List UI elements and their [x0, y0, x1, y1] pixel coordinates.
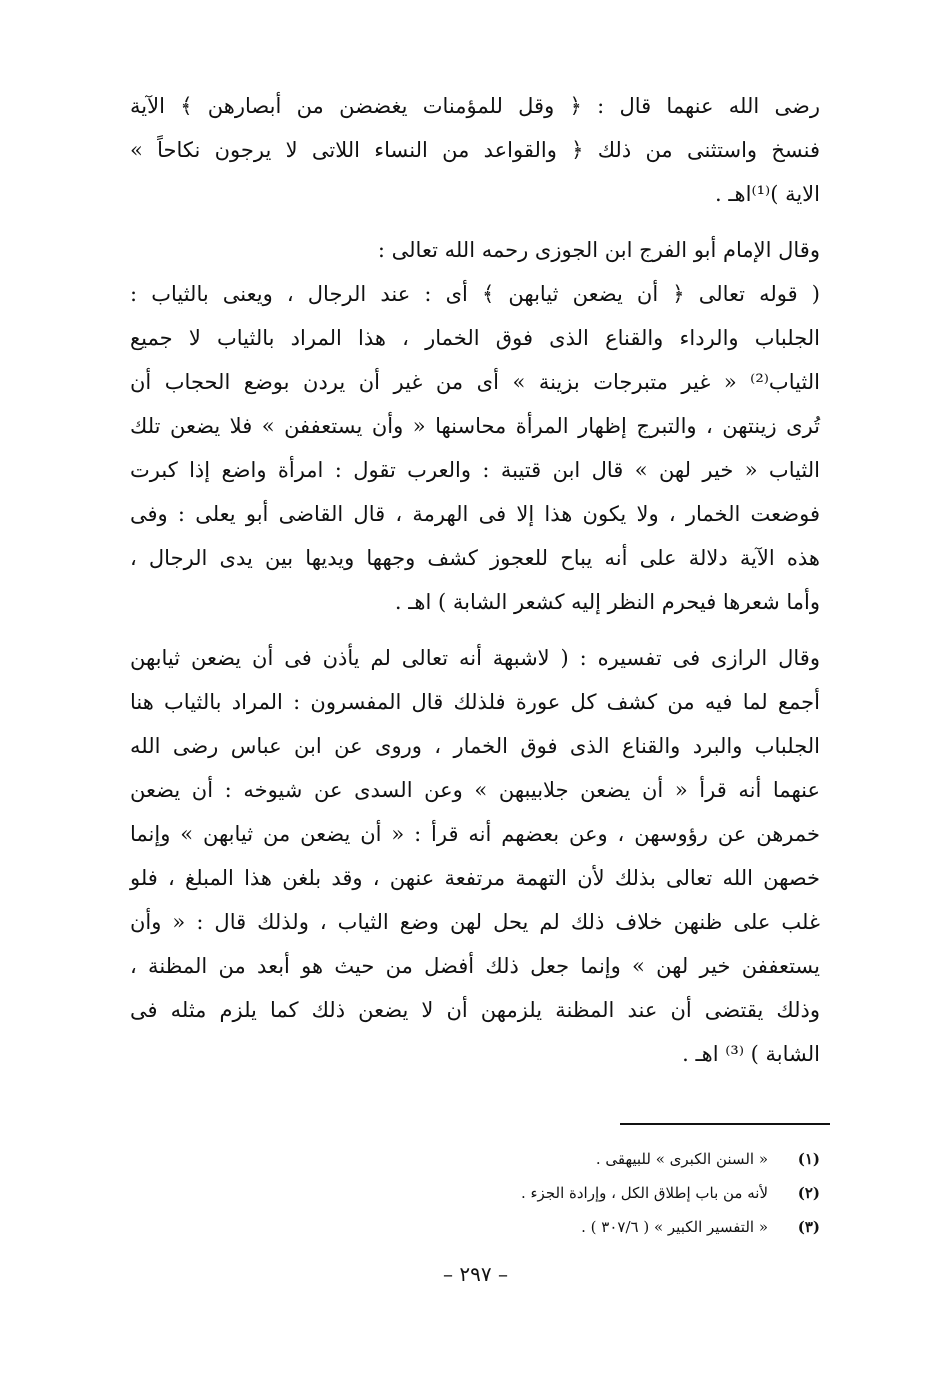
- paragraph-gap: [130, 624, 820, 636]
- footnote-text: لأنه من باب إطلاق الكل ، وإرادة الجزء .: [520, 1184, 768, 1202]
- footnote-text: « التفسير الكبير » ( ٣٠٧/٦ ) .: [581, 1218, 768, 1236]
- footnote-number: (١): [797, 1150, 820, 1168]
- text-line: الثياب « خير لهن » قال ابن قتيبة : والعرب تقول : امرأة واضع إذا كبرت: [130, 458, 820, 482]
- paragraph-2: [130, 228, 820, 624]
- text-line: وقال الإمام أبو الفرج ابن الجوزى رحمه الله تعالى :: [377, 238, 820, 262]
- footnote-item: [300, 1176, 820, 1210]
- text-line: وأما شعرها فيحرم النظر إليه كشعر الشابة ) اهـ .: [394, 590, 820, 614]
- paragraph-gap: [130, 216, 820, 228]
- footnote-divider: [620, 1123, 830, 1125]
- footnote-text: « السنن الكبرى » للبيهقى .: [595, 1150, 768, 1168]
- text-line: الشابة ) ⁽³⁾ اهـ .: [682, 1042, 820, 1066]
- text-line: عنهما أنه قرأ « أن يضعن جلابيبهن » وعن السدى عن شيوخه : أن يضعن: [130, 778, 820, 802]
- footnote-item: [300, 1210, 820, 1244]
- paragraph-3: [130, 636, 820, 1076]
- text-line: رضى الله عنهما قال : ﴿ وقل للمؤمنات يغضضن من أبصارهن ﴾ الآية: [130, 94, 820, 118]
- text-line: تُرى زينتهن ، والتبرج إظهار المرأة محاسنها « وأن يستعففن » فلا يضعن تلك: [130, 414, 820, 438]
- text-line: وقال الرازى فى تفسيره : ( لاشبهة أنه تعالى لم يأذن فى أن يضعن ثيابهن: [130, 646, 820, 670]
- text-line: خصهن الله تعالى بذلك لأن التهمة مرتفعة عنهن ، وقد بلغن هذا المبلغ ، فلو: [130, 866, 820, 890]
- text-line: فنسخ واستثنى من ذلك ﴿ والقواعد من النساء اللاتى لا يرجون نكاحاً »: [130, 138, 820, 162]
- text-line: هذه الآية دلالة على أنه يباح للعجوز كشف وجهها ويديها بين يدى الرجال ،: [130, 546, 820, 570]
- footnote-number: (٢): [797, 1184, 820, 1202]
- paragraph-1: [130, 84, 820, 216]
- text-line: غلب على ظنهن خلاف ذلك لم يحل لهن وضع الثياب ، ولذلك قال : « وأن: [130, 910, 820, 934]
- footnote-item: [300, 1142, 820, 1176]
- footnote-number: (٣): [797, 1218, 820, 1236]
- text-line: خمرهن عن رؤوسهن ، وعن بعضهم أنه قرأ : « أن يضعن من ثيابهن » وإنما: [130, 822, 820, 846]
- text-line: الجلباب والرداء والقناع الذى فوق الخمار ، هذا المراد بالثياب لا جميع: [130, 326, 820, 350]
- text-line: فوضعت الخمار ، ولا يكون هذا إلا فى الهرمة ، قال القاضى أبو يعلى : وفى: [130, 502, 820, 526]
- text-line: الثياب⁽²⁾ « غير متبرجات بزينة » أى من غير أن يردن بوضع الحجاب أن: [130, 370, 820, 394]
- main-text-body: [130, 84, 820, 1076]
- footnotes: [300, 1142, 820, 1244]
- text-line: يستعففن خير لهن » وإنما جعل ذلك أفضل من حيث هو أبعد من المظنة ،: [130, 954, 820, 978]
- text-line: الاية )⁽¹⁾اهـ .: [715, 182, 820, 206]
- text-line: ( قوله تعالى ﴿ أن يضعن ثيابهن ﴾ أى : عند الرجال ، ويعنى بالثياب :: [130, 282, 820, 306]
- text-line: وذلك يقتضى أن عند المظنة يلزمهن أن لا يضعن ذلك كما يلزم مثله فى: [130, 998, 820, 1022]
- page-number: – ٢٩٧ –: [443, 1262, 508, 1286]
- text-line: أجمع لما فيه من كشف كل عورة فلذلك قال المفسرون : المراد بالثياب هنا: [130, 690, 820, 714]
- text-line: الجلباب والبرد والقناع الذى فوق الخمار ، وروى عن ابن عباس رضى الله: [130, 734, 820, 758]
